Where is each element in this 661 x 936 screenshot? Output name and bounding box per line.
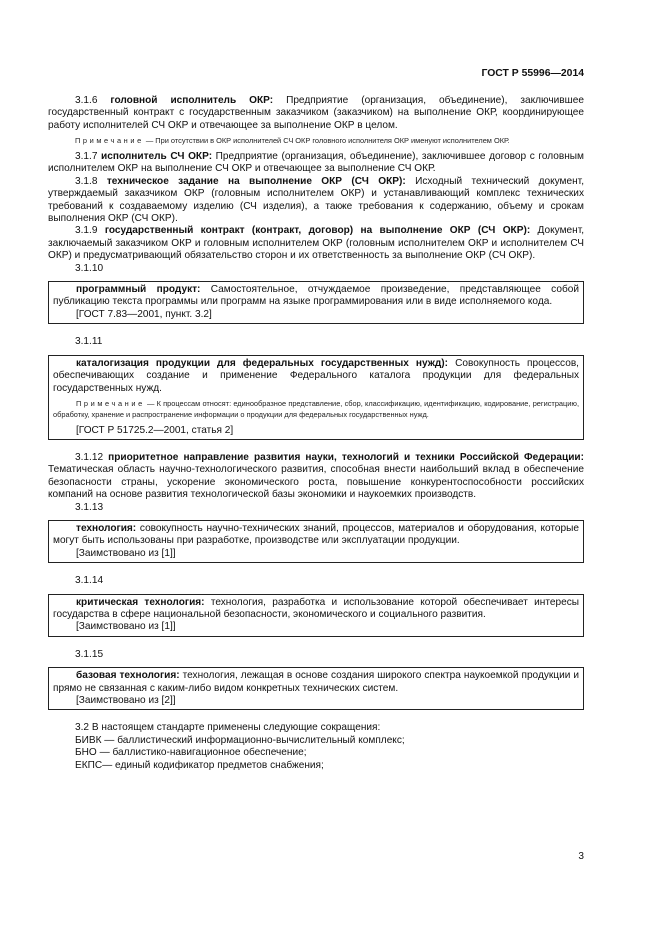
definition-text: технология, лежащая в основе создания широкого спектра наукоемкой продукции и прямо не связанная с каким-либо видом конкретных технических систем. [53, 670, 579, 694]
definition-3-1-12 [48, 452, 584, 502]
definition-3-1-15 [53, 670, 579, 695]
source-reference: [Заимствовано из [1]] [76, 621, 176, 633]
clause-number: 3.1.9 [75, 225, 98, 237]
note-3-1-11 [53, 399, 579, 421]
term: головной исполнитель ОКР: [110, 95, 274, 106]
definition-3-1-10 [53, 284, 579, 309]
definition-text: Предприятие (организация, объединение), заключившее государственный контракт с государственным заказчиком (заказчиком) на выполнение ОКР, координирующее работу исполнителей СЧ ОКР и отвечающее за выполнение ОКР в целом. [48, 95, 584, 131]
term: исполнитель СЧ ОКР: [101, 151, 213, 163]
definition-3-1-13 [53, 523, 579, 548]
term: технология: [76, 522, 137, 534]
term: критическая технология: [76, 596, 205, 608]
clause-number-3-1-10: 3.1.10 [75, 262, 104, 274]
definition-box-3-1-13 [48, 520, 584, 563]
clause-number-3-1-14: 3.1.14 [75, 575, 104, 587]
definition-box-3-1-10 [48, 281, 584, 324]
term: каталогизация продукции для федеральных государственных нужд): [76, 357, 449, 369]
term: техническое задание на выполнение ОКР (СЧ ОКР): [106, 175, 406, 187]
definition-3-1-6 [48, 95, 584, 132]
clause-number-3-1-15: 3.1.15 [75, 648, 104, 660]
definition-3-1-11 [53, 358, 579, 395]
note-label: Примечание [76, 398, 145, 408]
term: программный продукт: [76, 284, 201, 296]
list-item: БНО — баллистико-навигационное обеспечение; [75, 747, 307, 759]
clause-number: 3.1.8 [75, 175, 98, 187]
definition-text: Самостоятельное, отчуждаемое произведение, представляющее собой публикацию текста программы или программ на языке программирования или в виде исполняемого кода. [53, 284, 579, 308]
term: государственный контракт (контракт, договор) на выполнение ОКР (СЧ ОКР): [104, 225, 531, 237]
definition-3-1-8 [48, 176, 584, 226]
note-label: Примечание [75, 136, 144, 146]
list-item: ЕКПС— единый кодификатор предметов снабжения; [75, 759, 324, 771]
clause-number-3-1-11: 3.1.11 [75, 336, 103, 348]
definition-text: совокупность научно-технических знаний, процессов, материалов и оборудования, которые могут быть использованы при разработке, производстве или эксплуатации продукции. [53, 522, 579, 547]
source-reference: [Заимствовано из [1]] [76, 547, 176, 559]
clause-number: 3.1.7 [75, 151, 98, 163]
abbreviations-list [48, 735, 584, 772]
term: базовая технология: [76, 670, 180, 682]
definition-box-3-1-11 [48, 355, 584, 440]
clause-number-3-1-13: 3.1.13 [75, 501, 104, 513]
clause-number: 3.1.6 [75, 95, 98, 106]
definition-3-1-14 [53, 597, 579, 622]
source-reference: [ГОСТ 7.83—2001, пункт. 3.2] [76, 308, 212, 320]
definition-3-1-9 [48, 225, 584, 262]
page-number: 3 [578, 851, 584, 862]
source-reference: [ГОСТ Р 51725.2—2001, статья 2] [76, 424, 234, 436]
source-reference: [Заимствовано из [2]] [76, 695, 176, 707]
definition-text: Документ, заключаемый заказчиком ОКР и головным исполнителем ОКР (головным исполнителем ОКР и исполнителем СЧ ОКР) и предусматривающий обязательство сторон и их ответственность за выполнение ОКР (СЧ ОКР). [48, 225, 585, 262]
abbreviations-intro: 3.2 В настоящем стандарте применены следующие сокращения: [75, 722, 381, 734]
clause-number: 3.1.12 [75, 451, 104, 463]
note-text: — При отсутствии в ОКР исполнителей СЧ ОКР головного исполнителя ОКР именуют исполнителем ОКР. [145, 136, 510, 146]
definition-text: Предприятие (организация, объединение), заключившее договор с головным исполнителем ОКР на выполнение СЧ ОКР и отвечающее за выполнение СЧ ОКР. [48, 151, 584, 175]
note-text: — К процессам относят: единообразное представление, сбор, классификацию, идентификацию, кодирование, регистрацию, обработку, хранение и распространение информации о продукции для федеральных государственных нужд. [53, 398, 579, 419]
definition-text: Совокупность процессов, обеспечивающих создание и применение Федерального каталога продукции для федеральных государственных нужд. [53, 357, 579, 394]
note-3-1-6 [48, 136, 584, 147]
list-item: БИВК — баллистический информационно-вычислительный комплекс; [75, 734, 405, 746]
definition-text: технология, разработка и использование которой обеспечивает интересы государства в сфере национальной безопасности, экономического и социального развития. [53, 596, 579, 620]
definition-text: Тематическая область научно-технологического развития, способная внести наибольший вклад в обеспечение безопасности страны, ускорение экономического роста, повышение конкурентоспособности российских компаний на основе развития технологической базы экономики и наукоемких производств. [48, 464, 584, 501]
document-body [48, 95, 584, 772]
term: приоритетное направление развития науки, технологий и техники Российской Федерации: [108, 451, 584, 463]
definition-3-1-7 [48, 151, 584, 176]
definition-box-3-1-14 [48, 594, 584, 637]
document-header: ГОСТ Р 55996—2014 [481, 68, 584, 79]
definition-text: Исходный технический документ, утверждаемый заказчиком ОКР (головным исполнителем ОКР) и устанавливающий комплекс технических требований к создаваемому изделию (СЧ изделия), а также требования к содержанию, объему и срокам выполнения ОКР (СЧ ОКР). [48, 175, 584, 225]
definition-box-3-1-15 [48, 667, 584, 710]
